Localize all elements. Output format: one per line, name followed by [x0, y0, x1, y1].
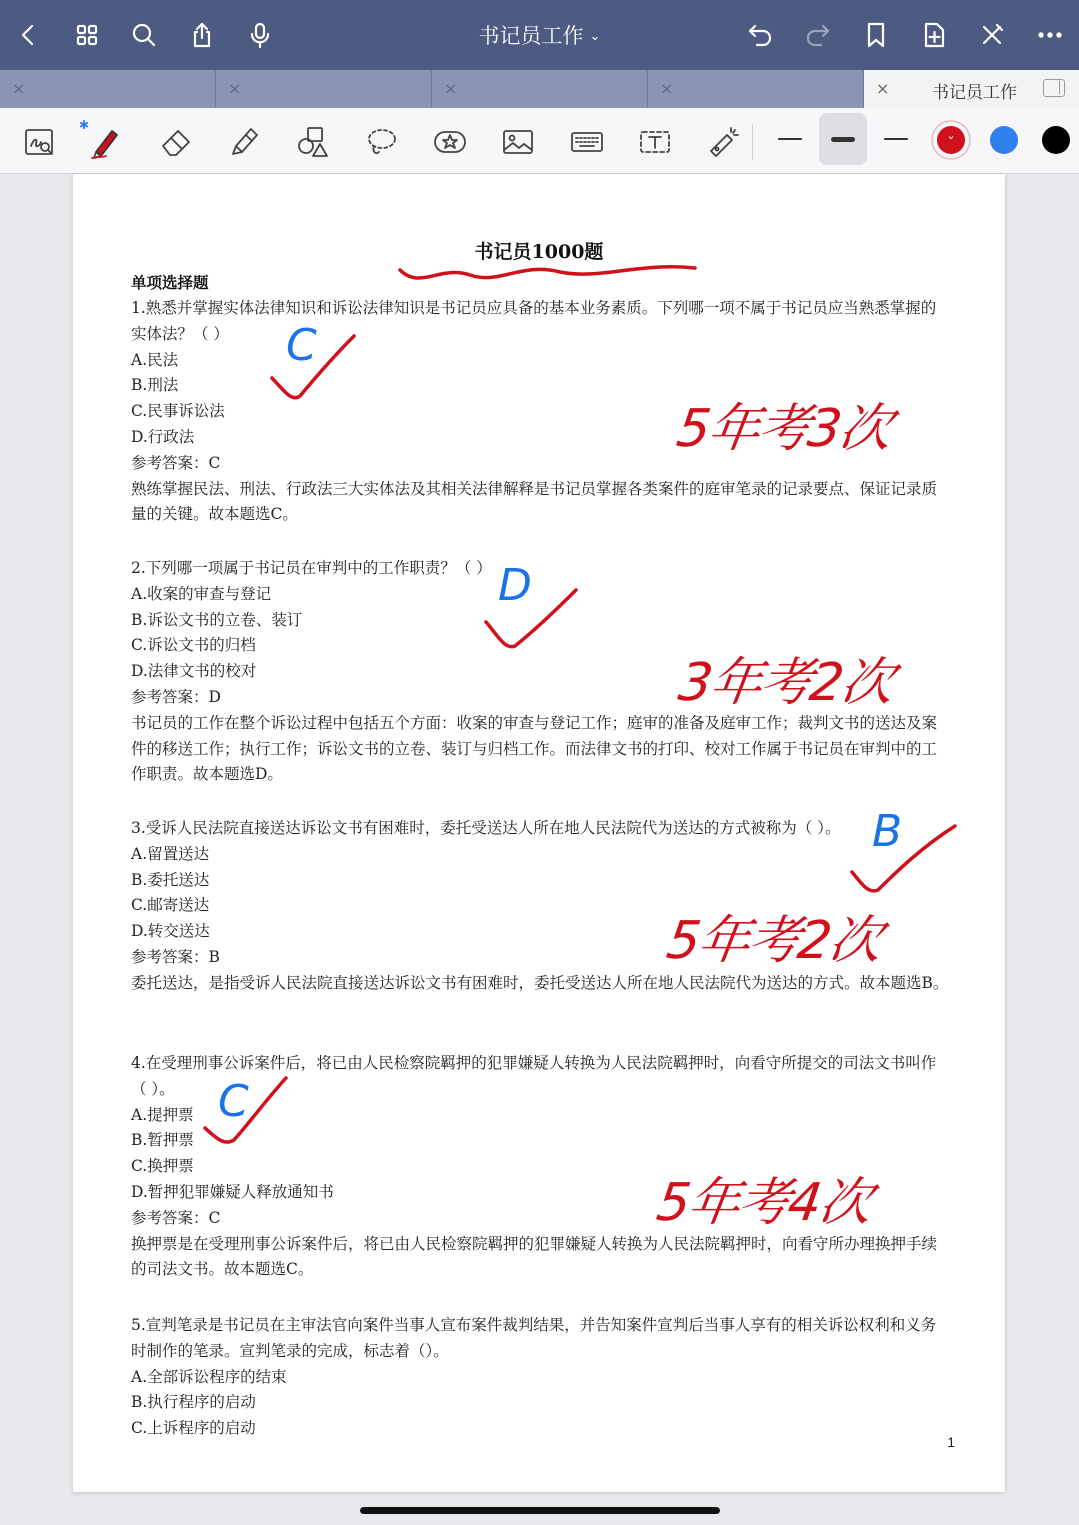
split-view-icon[interactable]: [1043, 79, 1065, 97]
explanation: 换押票是在受理刑事公诉案件后，将已由人民检察院羁押的犯罪嫌疑人转换为人民法院羁押时，向看守所办理换押手续的司法文书。故本题选C。: [131, 1234, 938, 1279]
close-tab-icon[interactable]: ×: [660, 79, 674, 98]
option: D.转交送达: [131, 922, 210, 941]
color-swatch-blue[interactable]: [990, 126, 1018, 154]
handwritten-note: 3年考2次: [675, 653, 896, 713]
handwritten-note: 5年考3次: [673, 399, 894, 459]
bluetooth-icon: ✱: [79, 118, 90, 132]
option: D.行政法: [131, 427, 195, 446]
explanation: 委托送达，是指受诉人民法院直接送达诉讼文书有困难时，委托受送达人所在地人民法院代为送达的方式。故本题选B。: [131, 973, 949, 992]
option: A.留置送达: [131, 844, 210, 863]
home-indicator[interactable]: [360, 1507, 720, 1514]
option: B.执行程序的启动: [131, 1393, 256, 1412]
option: C.上诉程序的启动: [131, 1419, 256, 1438]
grid-icon[interactable]: [69, 17, 105, 53]
thickness-medium[interactable]: [819, 113, 867, 165]
option: A.提押票: [131, 1105, 194, 1124]
lasso-icon[interactable]: [362, 122, 402, 162]
option: A.全部诉讼程序的结束: [131, 1367, 287, 1386]
option: C.民事诉讼法: [131, 402, 225, 421]
tab-active[interactable]: [864, 70, 1079, 108]
tab-item[interactable]: [216, 70, 432, 108]
close-tab-icon[interactable]: ×: [12, 79, 26, 98]
close-tab-icon[interactable]: ×: [444, 79, 458, 98]
question-1: [131, 296, 951, 528]
question-stem: 3.受诉人民法院直接送达诉讼文书有困难时，委托受送达人所在地人民法院代为送达的方式被称为（ ）。: [131, 819, 841, 837]
keyboard-icon[interactable]: [567, 122, 607, 162]
close-edit-icon[interactable]: [974, 17, 1010, 53]
section-heading: 单项选择题: [131, 273, 209, 292]
handwritten-answer: D: [498, 560, 532, 611]
page-title: 书记员1000题: [474, 241, 604, 263]
more-icon[interactable]: [1032, 17, 1068, 53]
option: C.换押票: [131, 1157, 194, 1176]
tab-item[interactable]: [0, 70, 216, 108]
option: D.法律文书的校对: [131, 662, 257, 681]
shapes-icon[interactable]: [293, 122, 333, 162]
question-3: [131, 816, 951, 997]
handwritten-answer: B: [872, 806, 903, 857]
reference-answer: 参考答案：C: [131, 1208, 221, 1227]
tab-item[interactable]: [432, 70, 648, 108]
question-stem: 1.熟悉并掌握实体法律知识和诉讼法律知识是书记员应具备的基本业务素质。下列哪一项不属于书记员应当熟悉掌握的实体法？（ ）: [131, 299, 937, 343]
color-swatch-red[interactable]: [937, 126, 965, 154]
add-page-icon[interactable]: [916, 17, 952, 53]
search-icon[interactable]: [126, 17, 162, 53]
reference-answer: 参考答案：C: [131, 453, 221, 472]
thickness-thin-alt[interactable]: [872, 113, 920, 165]
reference-answer: 参考答案：B: [131, 947, 220, 966]
question-4: [131, 1051, 951, 1283]
pen-icon[interactable]: [86, 122, 126, 162]
image-icon[interactable]: [498, 122, 538, 162]
option: C.邮寄送达: [131, 896, 210, 915]
option: B.暂押票: [131, 1131, 194, 1150]
share-icon[interactable]: [184, 17, 220, 53]
eraser-icon[interactable]: [156, 122, 196, 162]
document-title[interactable]: 书记员工作: [478, 24, 584, 48]
page-number: 1: [947, 1434, 955, 1451]
question-2: [131, 556, 951, 788]
option: B.诉讼文书的立卷、装订: [131, 610, 303, 629]
handwritten-answer: C: [286, 320, 317, 371]
close-tab-icon[interactable]: ×: [228, 79, 242, 98]
document-page[interactable]: [73, 174, 1005, 1492]
color-swatch-black[interactable]: [1042, 126, 1070, 154]
tab-item[interactable]: [648, 70, 864, 108]
tab-label: 书记员工作: [932, 83, 1017, 103]
microphone-icon[interactable]: [242, 17, 278, 53]
toolbar-divider: [752, 124, 753, 160]
top-nav-bar: [0, 0, 1079, 70]
highlighter-icon[interactable]: [224, 122, 264, 162]
question-stem: 4.在受理刑事公诉案件后，将已由人民检察院羁押的犯罪嫌疑人转换为人民法院羁押时，向看守所提交的司法文书叫作（ ）。: [131, 1054, 937, 1098]
explanation: 书记员的工作在整个诉讼过程中包括五个方面：收案的审查与登记工作；庭审的准备及庭审工作；裁判文书的送达及案件的移送工作；执行工作；诉讼文书的立卷、装订与归档工作。而法律文书的打印、校对工作属于书记员在审判中的工作职责。故本题选D。: [131, 713, 938, 784]
close-tab-icon[interactable]: ×: [876, 79, 890, 98]
chevron-down-icon: ⌄: [946, 129, 956, 142]
option: C.诉讼文书的归档: [131, 636, 256, 655]
bookmark-icon[interactable]: [858, 17, 894, 53]
question-5: [131, 1313, 951, 1442]
option: B.委托送达: [131, 870, 210, 889]
option: B.刑法: [131, 376, 179, 395]
question-stem: 2.下列哪一项属于书记员在审判中的工作职责？（ ）: [131, 559, 492, 577]
thickness-thin[interactable]: [766, 113, 814, 165]
chevron-down-icon[interactable]: ⌄: [589, 29, 601, 44]
tab-strip: [0, 70, 1079, 108]
laser-pointer-icon[interactable]: [703, 122, 743, 162]
handwritten-answer: C: [218, 1076, 249, 1127]
undo-icon[interactable]: [742, 17, 778, 53]
handwritten-note: 5年考2次: [663, 911, 884, 971]
option: A.民法: [131, 350, 179, 369]
explanation: 熟练掌握民法、刑法、行政法三大实体法及其相关法律解释是书记员掌握各类案件的庭审笔录的记录要点、保证记录质量的关键。故本题选C。: [131, 479, 938, 524]
lasso-zoom-icon[interactable]: [20, 122, 60, 162]
sticker-icon[interactable]: [430, 122, 470, 162]
handwritten-note: 5年考4次: [653, 1173, 874, 1233]
option: D.暂押犯罪嫌疑人释放通知书: [131, 1182, 334, 1201]
option: A.收案的审查与登记: [131, 584, 272, 603]
redo-icon[interactable]: [800, 17, 836, 53]
reference-answer: 参考答案：D: [131, 687, 221, 706]
question-stem: 5.宣判笔录是书记员在主审法官向案件当事人宣布案件裁判结果，并告知案件宣判后当事人享有的相关诉讼权利和义务时制作的笔录。宣判笔录的完成，标志着（）。: [131, 1316, 937, 1360]
text-box-icon[interactable]: [635, 122, 675, 162]
back-icon[interactable]: [10, 17, 46, 53]
